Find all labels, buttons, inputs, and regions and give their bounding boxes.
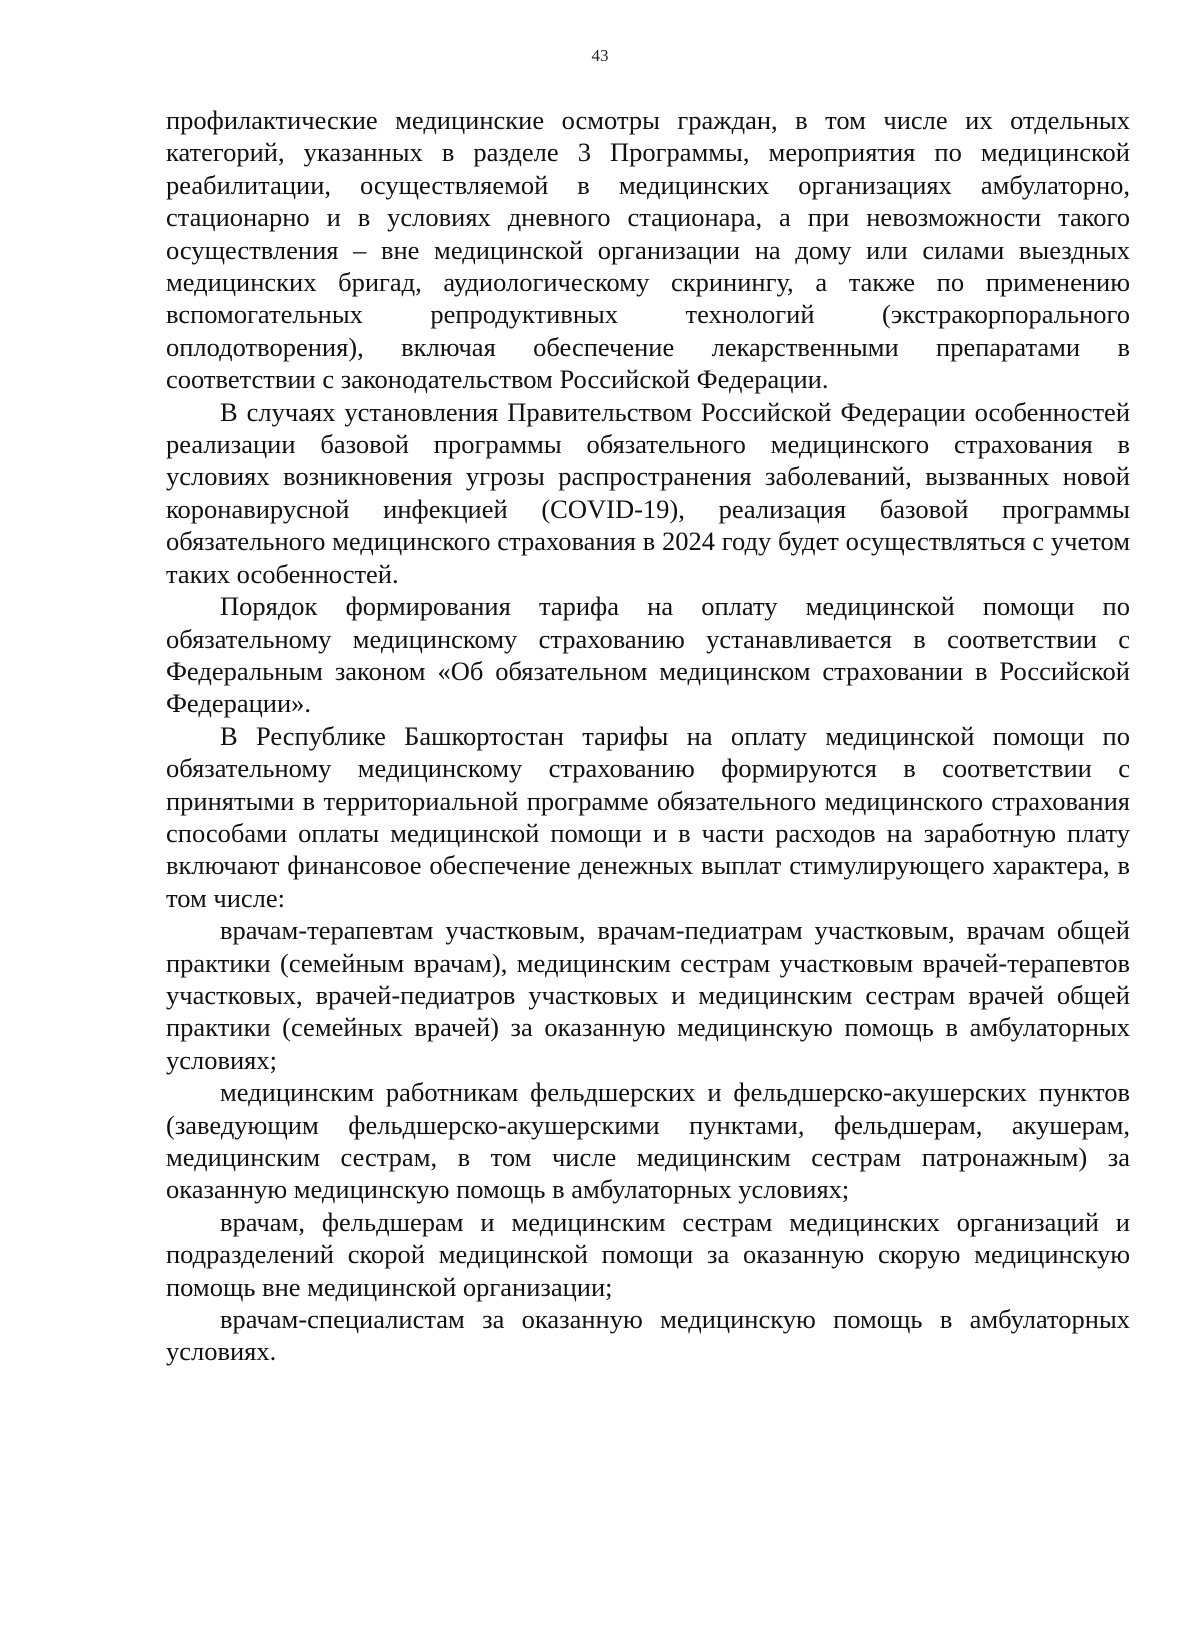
paragraph-bashkortostan-tariffs: В Республике Башкортостан тарифы на оплату медицинской помощи по обязательному медицинскому страхованию формируются в соответствии с принятыми в территориальной программе обязательного медицинского страхования способами оплаты медицинской помощи и в части расходов на заработную плату включают финансовое обеспечение денежных выплат стимулирующего характера, в том числе: [166, 720, 1130, 913]
list-item-emergency-staff: врачам, фельдшерам и медицинским сестрам медицинских организаций и подразделений скорой медицинской помощи за оказанную скорую медицинскую помощь вне медицинской организации; [166, 1206, 1130, 1302]
paragraph-tariff-procedure: Порядок формирования тарифа на оплату медицинской помощи по обязательному медицинскому страхованию устанавливается в соответствии с Федеральным законом «Об обязательном медицинском страховании в Российской Федерации». [166, 591, 1130, 719]
document-body [166, 104, 1130, 1368]
paragraph-covid-features: В случаях установления Правительством Российской Федерации особенностей реализации базовой программы обязательного медицинского страхования в условиях возникновения угрозы распространения заболеваний, вызванных новой коронавирусной инфекцией (COVID-19), реализация базовой программы обязательного медицинского страхования в 2024 году будет осуществляться с учетом таких особенностей. [166, 396, 1130, 589]
paragraph-continuation: профилактические медицинские осмотры граждан, в том числе их отдельных категорий, указанных в разделе 3 Программы, мероприятия по медицинской реабилитации, осуществляемой в медицинских организациях амбулаторно, стационарно и в условиях дневного стационара, а при невозможности такого осуществления – вне медицинской организации на дому или силами выездных медицинских бригад, аудиологическому скринингу, а также по применению вспомогательных репродуктивных технологий (экстракорпорального оплодотворения), включая обеспечение лекарственными препаратами в соответствии с законодательством Российской Федерации. [166, 105, 1130, 395]
list-item-feldsher-points: медицинским работникам фельдшерских и фельдшерско-акушерских пунктов (заведующим фельдшерско-акушерскими пунктами, фельдшерам, акушерам, медицинским сестрам, в том числе медицинским сестрам патронажным) за оказанную медицинскую помощь в амбулаторных условиях; [166, 1077, 1130, 1205]
list-item-district-doctors: врачам-терапевтам участковым, врачам-педиатрам участковым, врачам общей практики (семейным врачам), медицинским сестрам участковым врачей-терапевтов участковых, врачей-педиатров участковых и медицинским сестрам врачей общей практики (семейных врачей) за оказанную медицинскую помощь в амбулаторных условиях; [166, 915, 1130, 1075]
list-item-specialists: врачам-специалистам за оказанную медицинскую помощь в амбулаторных условиях. [166, 1304, 1130, 1367]
page-number: 43 [591, 46, 609, 65]
